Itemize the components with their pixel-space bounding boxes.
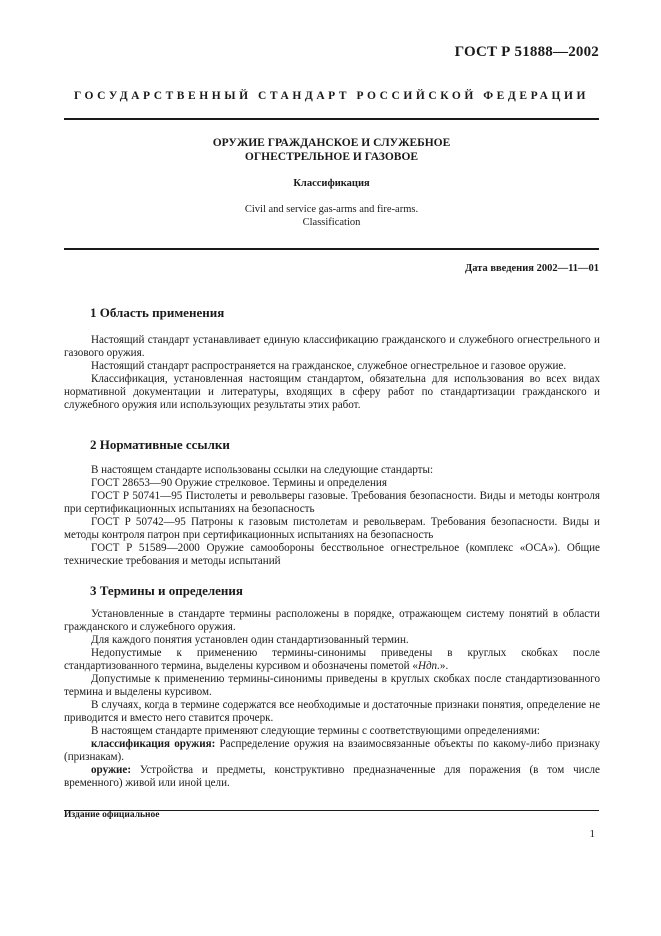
top-rule xyxy=(64,118,599,120)
official-edition-label: Издание официальное xyxy=(64,810,160,820)
section-1-body xyxy=(64,334,600,412)
section-3-paragraph: Допустимые к применению термины-синонимы приведены в круглых скобках после стандартизованного термина и выделены курсивом. xyxy=(64,673,600,698)
section-1-paragraph: Классификация, установленная настоящим стандартом, обязательна для использования во всех видах нормативной документации и литературы, входящих в сферу работ по стандартизации гражданского и служебного оружия или использующих результаты этих работ. xyxy=(64,373,600,411)
title-subtitle: Классификация xyxy=(293,178,370,189)
title-rule xyxy=(64,248,599,250)
section-3-paragraph: Для каждого понятия установлен один стандартизованный термин. xyxy=(91,634,409,646)
term-definition xyxy=(64,764,600,790)
term-definition xyxy=(64,738,600,764)
title-block xyxy=(64,136,599,229)
reference-item: ГОСТ Р 50742—95 Патроны к газовым пистолетам и револьверам. Требования безопасности. Виды и методы контроля патрон при сертификационных испытаниях на безопасность xyxy=(64,516,600,541)
section-3-paragraph: В случаях, когда в термине содержатся все необходимые и достаточные признаки понятия, определение не приводится и вместо него ставится прочерк. xyxy=(64,699,600,724)
section-3-paragraph: В настоящем стандарте применяют следующие термины с соответствующими определениями: xyxy=(91,725,540,737)
section-3-paragraph: Установленные в стандарте термины расположены в порядке, отражающем систему понятий в области гражданского и служебного оружия. xyxy=(64,608,600,633)
section-3-body xyxy=(64,608,600,790)
prohibited-synonyms-text: Недопустимые к применению термины-синонимы приведены в круглых скобках после стандартизованного термина, выделены курсивом и обозначены пометой « xyxy=(64,647,600,672)
section-1-paragraph: Настоящий стандарт распространяется на гражданское, служебное огнестрельное и газовое оружие. xyxy=(91,360,567,372)
reference-item: ГОСТ 28653—90 Оружие стрелковое. Термины и определения xyxy=(91,477,387,489)
state-standard-banner: ГОСУДАРСТВЕННЫЙ СТАНДАРТ РОССИЙСКОЙ ФЕДЕРАЦИИ xyxy=(73,90,590,102)
term-text: Распределение оружия на взаимосвязанные объекты по какому-либо признаку (признакам). xyxy=(64,738,600,763)
english-title-line-1: Civil and service gas-arms and fire-arms. xyxy=(244,204,419,215)
section-2-heading: 2 Нормативные ссылки xyxy=(90,437,230,452)
section-3-heading: 3 Термины и определения xyxy=(90,583,243,598)
title-line-1: ОРУЖИЕ ГРАЖДАНСКОЕ И СЛУЖЕБНОЕ xyxy=(212,137,451,149)
term-text: Устройства и предметы, конструктивно предназначенные для поражения (в том числе временного) живой или иной цели. xyxy=(64,764,600,789)
reference-item: ГОСТ Р 51589—2000 Оружие самообороны бесствольное огнестрельное (комплекс «ОСА»). Общие технические требования и методы испытаний xyxy=(64,542,600,567)
section-2-body xyxy=(64,464,600,568)
section-3-paragraph xyxy=(64,647,600,673)
term-name: классификация оружия: xyxy=(91,738,216,750)
page-number: 1 xyxy=(589,828,595,840)
section-1-paragraph: Настоящий стандарт устанавливает единую классификацию гражданского и служебного огнестрельного и газового оружия. xyxy=(64,334,600,359)
term-name: оружие: xyxy=(91,764,132,776)
prohibited-synonyms-end: ». xyxy=(439,660,449,672)
document-code: ГОСТ Р 51888—2002 xyxy=(454,44,599,60)
english-title-line-2: Classification xyxy=(302,217,361,228)
title-line-2: ОГНЕСТРЕЛЬНОЕ И ГАЗОВОЕ xyxy=(244,151,419,163)
prohibited-mark: Ндп. xyxy=(417,660,440,672)
section-1-heading: 1 Область применения xyxy=(90,305,225,320)
introduction-date: Дата введения 2002—11—01 xyxy=(464,263,599,274)
reference-item: В настоящем стандарте использованы ссылки на следующие стандарты: xyxy=(91,464,434,476)
reference-item: ГОСТ Р 50741—95 Пистолеты и револьверы газовые. Требования безопасности. Виды и методы контроля при сертификационных испытаниях на безопасность xyxy=(64,490,600,515)
